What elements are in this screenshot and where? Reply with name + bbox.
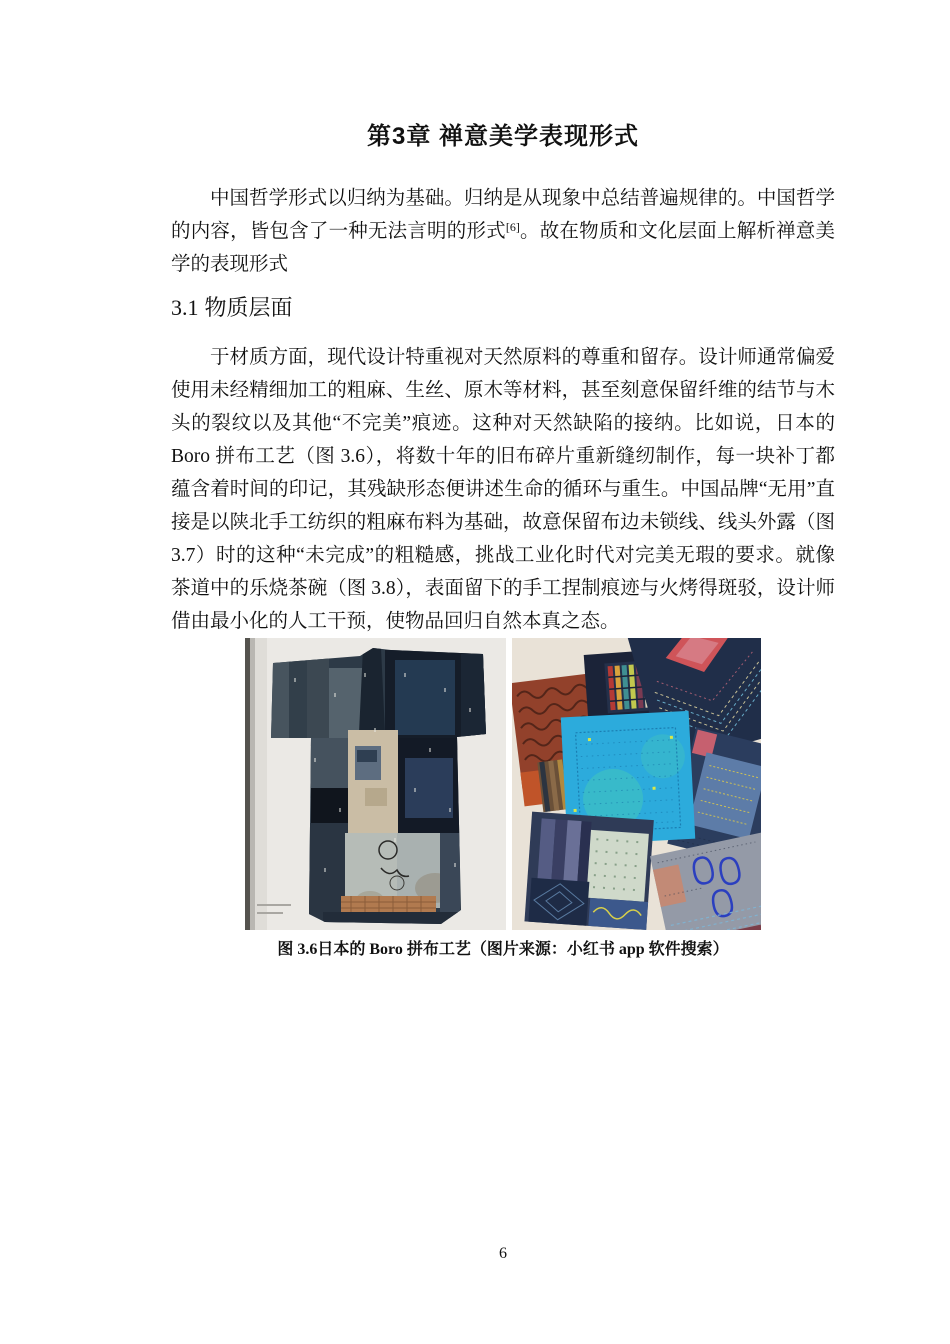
paragraph-1-text: 中国哲学形式以归纳为基础。归纳是从现象中总结普遍规律的。中国哲学的内容，皆包含了一种无法言明的形式 <box>171 188 835 242</box>
boro-kimono-photo <box>245 638 506 930</box>
section-title: 物质层面 <box>204 295 293 320</box>
blue-patchwork <box>524 812 653 930</box>
section-number: 3.1 <box>171 295 199 320</box>
figure-images <box>245 638 761 930</box>
figure-3-6 <box>171 638 835 962</box>
page-content <box>171 0 835 962</box>
paragraph-1 <box>171 182 835 281</box>
paragraph-1-text-after: 。故在物质和文化层面上解析禅意美学的表现形式 <box>171 221 835 275</box>
section-heading-3-1 <box>171 290 835 326</box>
figure-caption: 图 3.6日本的 Boro 拼布工艺（图片来源：小红书 app 软件搜索） <box>277 941 729 958</box>
paragraph-2: 于材质方面，现代设计特重视对天然原料的尊重和留存。设计师通常偏爱使用未经精细加工的粗麻、生丝、原木等材料，甚至刻意保留纤维的结节与木头的裂纹以及其他“不完美”痕迹。这种对天然缺陷的接纳。比如说，日本的Boro 拼布工艺（图 3.6），将数十年的旧布碎片重新缝纫制作，每一块补丁都蕴含着时间的印记，其残缺形态便讲述生命的循环与重生。中国品牌“无用”直接是以陕北手工纺织的粗麻布料为基础，故意保留布边未锁线、线头外露（图 3.7）时的这种“未完成”的粗糙感，挑战工业化时代对完美无瑕的要求。就像茶道中的乐烧茶碗（图 3.8），表面留下的手工捏制痕迹与火烤得斑驳，设计师借由最小化的人工干预，使物品回归自然本真之态。 <box>171 347 835 632</box>
citation-ref-6: [6] <box>505 220 520 234</box>
sashiko-swatches-photo <box>512 638 761 930</box>
page-number: 6 <box>499 1245 507 1262</box>
chapter-title: 第3章 禅意美学表现形式 <box>366 123 639 150</box>
